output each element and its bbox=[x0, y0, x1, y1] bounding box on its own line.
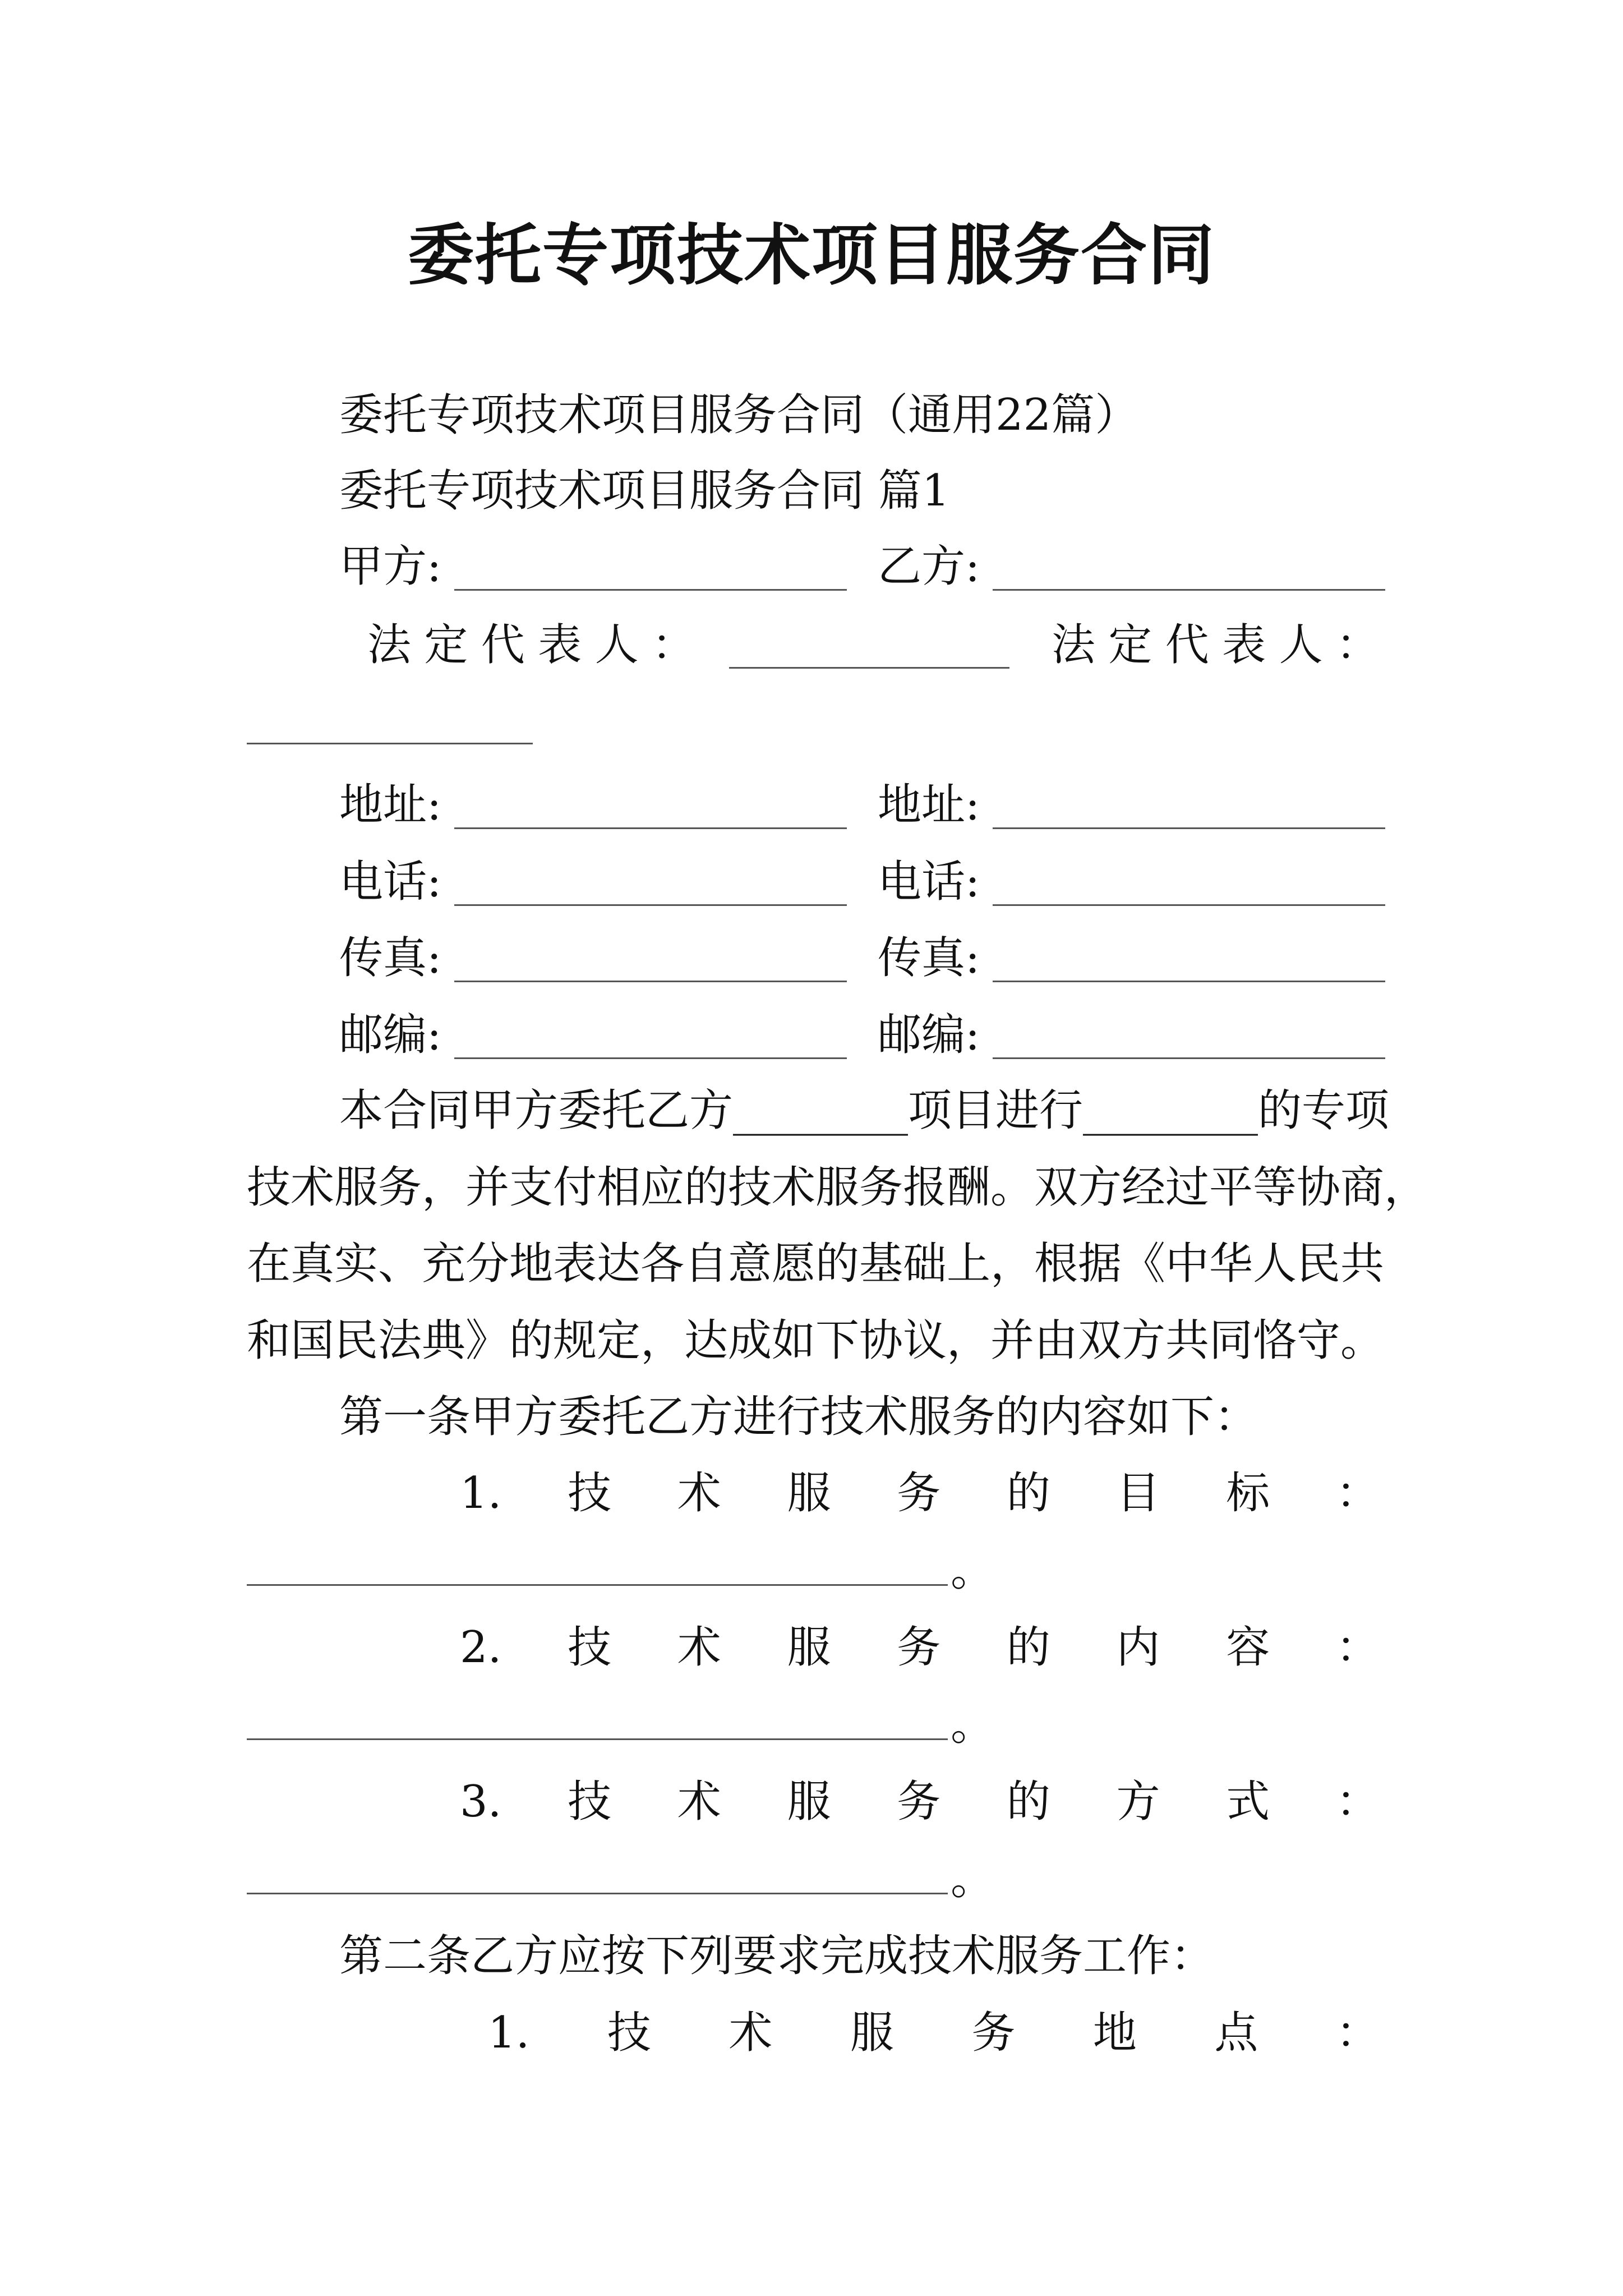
article-1-heading: 第一条甲方委托乙方进行技术服务的内容如下： bbox=[339, 1392, 1258, 1442]
party-a-label: 甲方: bbox=[339, 541, 442, 592]
project-blank[interactable]: ________ bbox=[733, 1085, 909, 1136]
phone-b-blank[interactable] bbox=[993, 865, 1385, 906]
item-1-blank[interactable] bbox=[247, 1582, 948, 1586]
postcode-label-a: 邮编: bbox=[339, 1010, 442, 1060]
section-heading: 委托专项技术项目服务合同 篇1 bbox=[339, 466, 950, 516]
address-label-b: 地址: bbox=[878, 780, 980, 830]
item-3-period: 。 bbox=[951, 1854, 995, 1904]
legal-rep-a-blank[interactable] bbox=[729, 665, 1009, 669]
party-row bbox=[339, 539, 1394, 595]
fax-label-b: 传真: bbox=[878, 933, 980, 983]
document-title: 委托专项技术项目服务合同 bbox=[407, 217, 1215, 294]
intro-line-1: 本合同甲方委托乙方________项目进行________的专项 bbox=[339, 1085, 1390, 1136]
article-1-item-3: 3. 技 术 服 务 的 方 式 ： bbox=[460, 1777, 1380, 1827]
phone-label-b: 电话: bbox=[878, 857, 980, 907]
fax-a-blank[interactable] bbox=[454, 941, 847, 982]
subtitle: 委托专项技术项目服务合同（通用22篇） bbox=[339, 390, 1139, 440]
address-label-a: 地址: bbox=[339, 780, 442, 830]
party-a-blank[interactable] bbox=[454, 550, 847, 591]
address-b-blank[interactable] bbox=[993, 788, 1385, 829]
article-1-item-2: 2. 技 术 服 务 的 内 容 ： bbox=[460, 1622, 1380, 1673]
legal-rep-b: 法 定 代 表 人 ： bbox=[1052, 620, 1380, 670]
legal-rep-b-blank[interactable] bbox=[247, 740, 533, 744]
address-a-blank[interactable] bbox=[454, 788, 847, 829]
article-1-item-1: 1. 技 术 服 务 的 目 标 ： bbox=[460, 1468, 1380, 1519]
postcode-row bbox=[339, 1007, 1394, 1063]
phone-a-blank[interactable] bbox=[454, 865, 847, 906]
intro-line-3: 在真实、充分地表达各自意愿的基础上，根据《中华人民共 bbox=[247, 1239, 1385, 1289]
postcode-b-blank[interactable] bbox=[993, 1018, 1385, 1059]
item-2-blank[interactable] bbox=[247, 1736, 948, 1740]
legal-rep-a: 法 定 代 表 人 ： bbox=[367, 620, 695, 670]
party-b-blank[interactable] bbox=[993, 550, 1385, 591]
intro-line-4: 和国民法典》的规定，达成如下协议，并由双方共同恪守。 bbox=[247, 1315, 1385, 1366]
intro-line-2: 技术服务，并支付相应的技术服务报酬。双方经过平等协商， bbox=[247, 1162, 1428, 1213]
postcode-label-b: 邮编: bbox=[878, 1010, 980, 1060]
article-2-heading: 第二条乙方应按下列要求完成技术服务工作： bbox=[339, 1931, 1215, 1981]
phone-row bbox=[339, 854, 1394, 910]
fax-b-blank[interactable] bbox=[993, 941, 1385, 982]
postcode-a-blank[interactable] bbox=[454, 1018, 847, 1059]
article-2-item-1: 1. 技 术 服 务 地 点 ： bbox=[488, 2008, 1380, 2058]
item-1-period: 。 bbox=[951, 1545, 995, 1596]
item-2-period: 。 bbox=[951, 1700, 995, 1750]
service-blank[interactable]: ________ bbox=[1083, 1085, 1258, 1136]
address-row bbox=[339, 777, 1394, 833]
party-b-label: 乙方: bbox=[878, 541, 980, 592]
fax-row bbox=[339, 930, 1394, 986]
fax-label-a: 传真: bbox=[339, 933, 442, 983]
item-3-blank[interactable] bbox=[247, 1890, 948, 1894]
phone-label-a: 电话: bbox=[339, 857, 442, 907]
